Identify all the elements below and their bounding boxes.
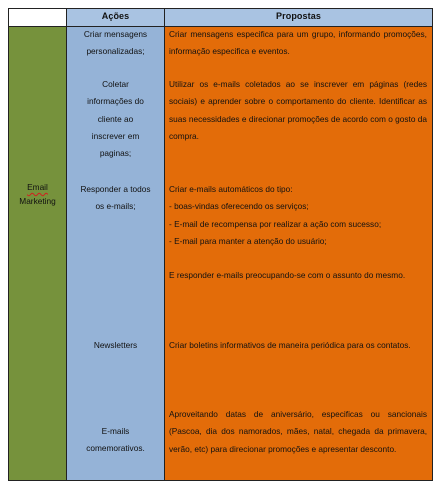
acao-line: paginas; bbox=[99, 148, 132, 159]
proposta-paragraph: Criar boletins informativos de maneira periódica para os contatos. bbox=[169, 340, 411, 350]
acao-line: comemorativos. bbox=[86, 443, 145, 454]
header-acoes-cell bbox=[66, 8, 165, 27]
proposta-item-responder bbox=[169, 181, 427, 284]
acao-item-responder bbox=[69, 181, 162, 216]
acao-line: os e-mails; bbox=[95, 201, 136, 212]
header-propostas-cell bbox=[164, 8, 433, 27]
acao-line: E-mails bbox=[101, 426, 130, 436]
proposta-paragraph: Aproveitando datas de aniversário, especificas ou sancionais (Pascoa, dia dos namorados, mães, natal, chegada da primavera, verão, etc) para direcionar promoções e apresentar desconto. bbox=[169, 409, 427, 454]
acao-line: informações do bbox=[87, 96, 144, 107]
proposta-paragraph: E responder e-mails preocupando-se com o assunto do mesmo. bbox=[169, 270, 406, 281]
proposta-item-newsletters bbox=[169, 337, 427, 354]
header-empty-cell bbox=[8, 8, 67, 26]
header-acoes-label: Ações bbox=[101, 11, 130, 21]
acao-item-coletar bbox=[69, 76, 162, 162]
acao-line: Newsletters bbox=[93, 340, 138, 350]
proposta-paragraph: - E-mail de recompensa por realizar a ação com sucesso; bbox=[169, 218, 382, 229]
acao-item-criar-mensagens bbox=[69, 26, 162, 61]
acao-line: Coletar bbox=[102, 79, 129, 89]
category-label bbox=[9, 180, 66, 208]
acao-item-newsletters bbox=[69, 337, 162, 354]
acao-line: personalizadas; bbox=[86, 46, 145, 57]
proposta-paragraph: Criar e-mails automáticos do tipo: bbox=[169, 184, 293, 194]
acoes-column bbox=[66, 26, 165, 481]
proposta-paragraph: - E-mail para manter a atenção do usuário; bbox=[169, 235, 327, 246]
category-column bbox=[8, 26, 67, 481]
acao-line: Criar mensagens bbox=[83, 29, 148, 39]
proposta-spacer bbox=[169, 250, 427, 267]
proposta-item-emails-comemorativos bbox=[169, 406, 427, 458]
header-propostas-label: Propostas bbox=[276, 11, 321, 21]
proposta-item-criar-mensagens bbox=[169, 26, 427, 61]
acao-line: inscrever em bbox=[91, 130, 140, 141]
proposta-paragraph: Utilizar os e-mails coletados ao se inscrever em páginas (redes sociais) e aprender sobre o comportamento do cliente. Identificar as suas necessidades e direcionar promoções de acordo com o gosto da compra. bbox=[169, 79, 427, 141]
category-label-line1: Email bbox=[27, 182, 48, 192]
acao-line: cliente ao bbox=[97, 113, 134, 124]
propostas-column bbox=[164, 26, 433, 481]
category-label-line2: Marketing bbox=[19, 196, 56, 206]
acao-item-emails-comemorativos bbox=[69, 423, 162, 458]
proposta-paragraph: - boas-vindas oferecendo os serviços; bbox=[169, 201, 309, 212]
acao-line: Responder a todos bbox=[80, 184, 151, 194]
proposta-item-coletar bbox=[169, 76, 427, 145]
proposta-paragraph: Criar mensagens especifica para um grupo, informando promoções, informação especifica e eventos. bbox=[169, 29, 427, 57]
